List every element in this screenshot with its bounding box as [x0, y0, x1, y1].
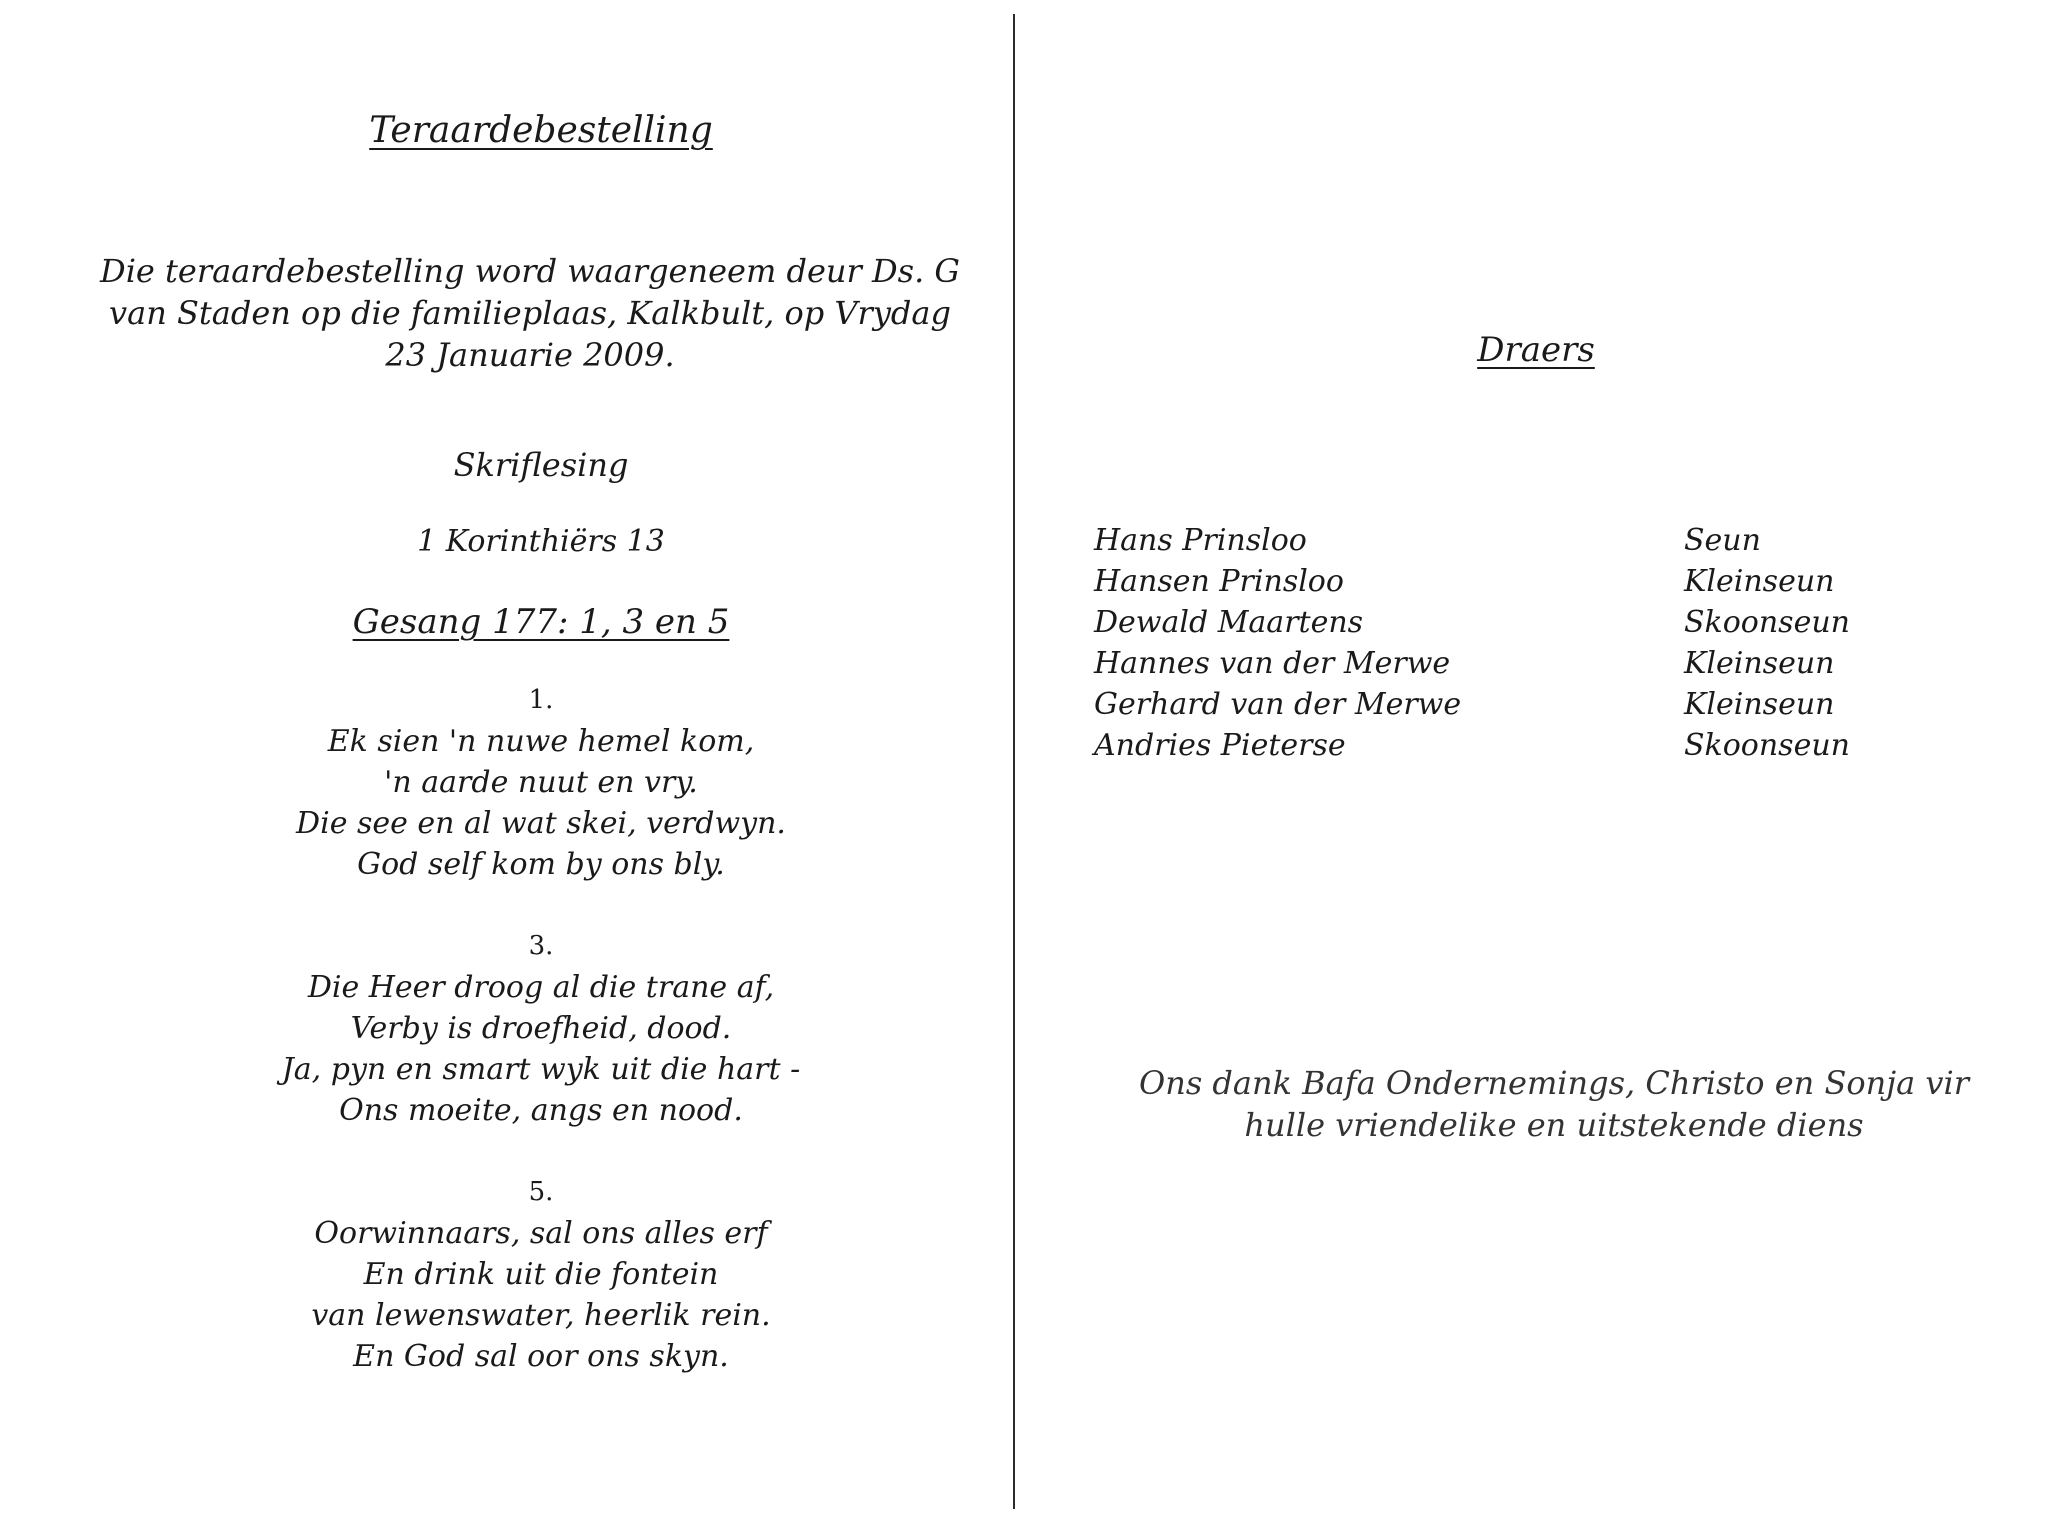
- hymn-verse: [0, 1172, 1082, 1377]
- bearer-name: Hans Prinsloo: [1094, 523, 1307, 558]
- right-page: [1024, 0, 2048, 1517]
- list-item: [1094, 520, 1934, 561]
- list-item: [1094, 561, 1934, 602]
- reading-reference: 1 Korinthiërs 13: [417, 524, 665, 559]
- bearer-relation: Skoonseun: [1684, 728, 1850, 763]
- bearer-name: Gerhard van der Merwe: [1094, 687, 1462, 722]
- intro-line: van Staden op die familieplaas, Kalkbult, op Vrydag: [109, 294, 951, 332]
- burial-intro: [100, 250, 960, 376]
- verse-number: 5.: [528, 1177, 554, 1207]
- hymn-title: Gesang 177: 1, 3 en 5: [352, 602, 730, 642]
- bearer-name: Hannes van der Merwe: [1094, 646, 1451, 681]
- fold-divider: [1013, 14, 1015, 1509]
- verse-line: Ons moeite, angs en nood.: [339, 1093, 743, 1128]
- verse-number: 1.: [528, 685, 554, 715]
- thanks-note: [1104, 1062, 2004, 1146]
- verse-line: Die see en al wat skei, verdwyn.: [296, 806, 786, 841]
- thanks-line: Ons dank Bafa Ondernemings, Christo en Sonja vir: [1138, 1064, 1970, 1102]
- hymn-verse: [0, 926, 1082, 1131]
- thanks-line: hulle vriendelike en uitstekende diens: [1244, 1106, 1864, 1144]
- bearer-name: Andries Pieterse: [1094, 728, 1346, 763]
- bearer-relation: Skoonseun: [1684, 605, 1850, 640]
- bearer-relation: Seun: [1684, 523, 1761, 558]
- bearer-relation: Kleinseun: [1684, 564, 1835, 599]
- hymn-verse: [0, 680, 1082, 885]
- verse-line: Ja, pyn en smart wyk uit die hart -: [281, 1052, 801, 1087]
- verse-line: 'n aarde nuut en vry.: [384, 765, 698, 800]
- verse-line: van lewenswater, heerlik rein.: [311, 1298, 771, 1333]
- intro-line: Die teraardebestelling word waargeneem deur Ds. G: [100, 252, 960, 290]
- list-item: [1094, 643, 1934, 684]
- list-item: [1094, 725, 1934, 766]
- bearer-name: Dewald Maartens: [1094, 605, 1364, 640]
- intro-line: 23 Januarie 2009.: [385, 336, 675, 374]
- bearer-relation: Kleinseun: [1684, 687, 1835, 722]
- bearers-list: [1094, 520, 1934, 766]
- verse-line: God self kom by ons bly.: [357, 847, 725, 882]
- bearer-relation: Kleinseun: [1684, 646, 1835, 681]
- list-item: [1094, 684, 1934, 725]
- left-page: [0, 0, 1010, 1517]
- bearers-title: Draers: [1477, 330, 1595, 370]
- reading-title: Skriflesing: [453, 446, 629, 484]
- page-title: Teraardebestelling: [369, 110, 713, 151]
- verse-number: 3.: [528, 931, 554, 961]
- verse-line: En God sal oor ons skyn.: [353, 1339, 729, 1374]
- verse-line: En drink uit die fontein: [363, 1257, 719, 1292]
- list-item: [1094, 602, 1934, 643]
- verse-line: Oorwinnaars, sal ons alles erf: [314, 1216, 768, 1251]
- bearer-name: Hansen Prinsloo: [1094, 564, 1344, 599]
- verse-line: Die Heer droog al die trane af,: [307, 970, 775, 1005]
- verse-line: Verby is droefheid, dood.: [350, 1011, 732, 1046]
- verse-line: Ek sien 'n nuwe hemel kom,: [327, 724, 755, 759]
